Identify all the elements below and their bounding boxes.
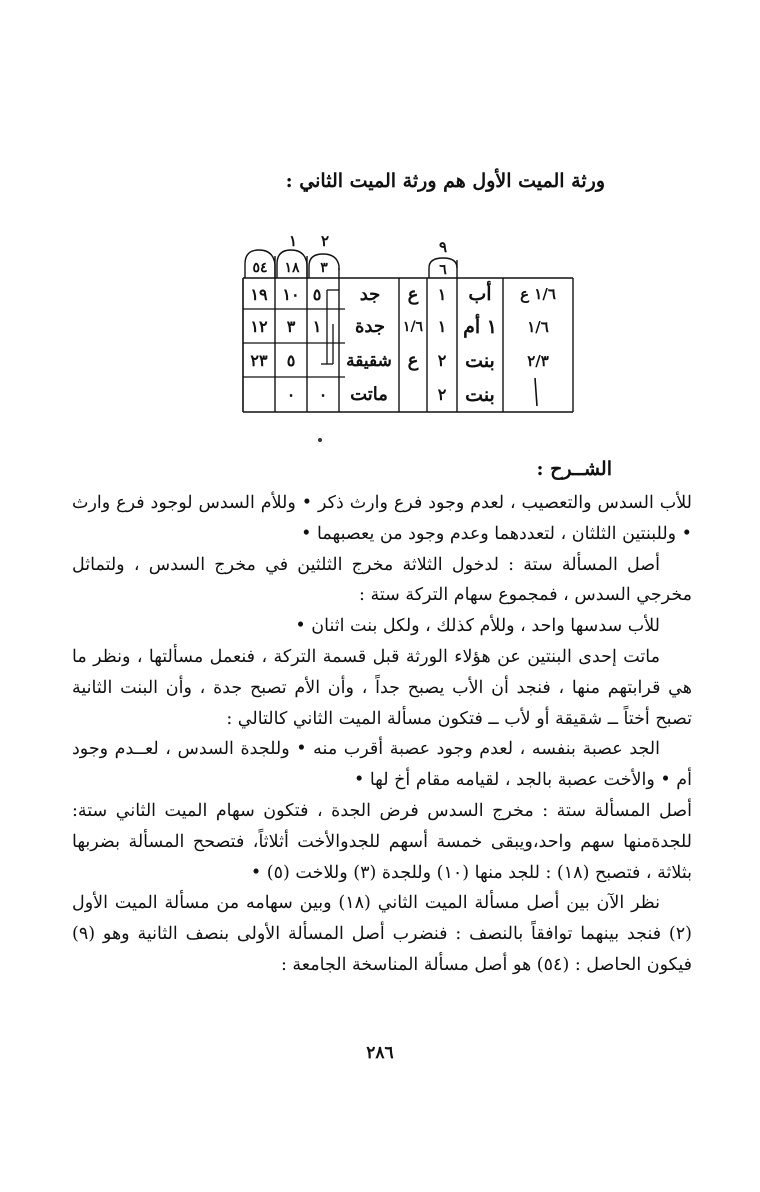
top-number-col-a: ١ [288,232,298,250]
paragraph: للأب سدسها واحد ، وللأم كذلك ، ولكل بنت اثنان • [295,616,660,637]
table-cell [503,379,573,411]
header-cell-col-f: ٦ [439,262,447,278]
top-number-col-f: ٩ [438,238,448,256]
decorative-dot [318,438,322,442]
table-cell: ع [407,350,419,371]
table-cell: ١/٦ ع [520,285,556,303]
paragraph: أصل المسألة ستة : لدخول الثلاثة مخرج الثلثين في مخرج السدس ، ولتماثل مخرجي السدس ، فمجموع سهام التركة ستة : [72,554,692,606]
table-cell: ٠ [318,385,328,404]
header-cell-col-c: ٣ [320,260,328,276]
top-number-col-b: ٢ [320,232,330,250]
inheritance-table [235,228,580,418]
table-cell: ١/٦ [527,317,549,336]
table-cell: جد [359,283,381,305]
table-heading: ورثة الميت الأول هم ورثة الميت الثاني : [285,170,605,192]
table-cell: ٢ [437,351,447,370]
paragraph: نظر الآن بين أصل مسألة الميت الثاني (١٨) وبين سهامه من مسألة الميت الأول (٢) فنجد بينهما توافقاً بالنصف : فنضرب أصل المسألة الأولى بنصف الثانية وهو (٩) فيكون الحاصل : (٥٤) هو أصل مسألة المناسخة الجامعة : [72,893,692,975]
header-cell-col-b: ١٨ [284,260,300,276]
table-cell: ٢٣ [250,351,268,370]
table-cell: ١ [437,317,447,336]
table-cell: ٥ [286,351,296,370]
table-cell: شقيقة [346,350,392,371]
table-cell: ١٢ [250,317,268,336]
table-cell: ٢/٣ [527,351,549,370]
table-cell: ١ [312,317,322,336]
paragraph: ماتت إحدى البنتين عن هؤلاء الورثة قبل قسمة التركة ، فنعمل مسألتها ، ونظر ما هي قرابتهم منها ، فنجد أن الأب يصبح جداً ، وأن الأم تصبح جدة ، وأن البنت الثانية تصبح أختاً ــ شقيقة أو لأب ــ فتكون مسألة الميت الثاني كالتالي : [72,646,692,729]
table-cell: أب [468,283,492,305]
table-cell: ٢ [437,385,447,404]
table-cell: ٥ [312,284,322,304]
table-cell: ١ [437,284,447,304]
table-cell: بنت [465,383,495,406]
table-cell: ٠ [286,385,296,404]
table-cell: ١ أم [463,315,497,338]
paragraph: للأب السدس والتعصيب ، لعدم وجود فرع وارث ذكر • وللأم السدس لوجود فرع وارث • وللبنتين الثلثان ، لتعددهما وعدم وجود من يعصبهما • [72,493,692,544]
table-cell: ١/٦ [402,319,424,335]
table-cell [399,379,427,411]
table-cell: ماتت [350,384,388,405]
paragraph: الجد عصبة بنفسه ، لعدم وجود عصبة أقرب منه • وللجدة السدس ، لعــدم وجود أم • والأخت عصبة بالجد ، لقيامه مقام أخ لها • [72,739,692,791]
table-cell: ١٠ [282,284,300,304]
table-cell: ع [407,283,419,305]
paragraph: أصل المسألة ستة : مخرج السدس فرض الجدة ، فتكون سهام الميت الثاني ستة: للجدةمنها سهم واحد،ويبقى خمسة أسهم للجدوالأخت أثلاثاً، فتصحح المسألة بضربها بثلاثة ، فتصبح (١٨) : للجد منها (١٠) وللجدة (٣) وللاخت (٥) • [72,800,692,883]
table-cell: ٣ [286,317,296,336]
explanation-text [72,488,692,981]
header-cell-col-a: ٥٤ [252,260,268,276]
table-cell: جدة [355,316,386,337]
page-number: ٢٨٦ [366,1043,394,1063]
table-cell: بنت [465,349,495,372]
table-cell [307,345,327,377]
section-title: الشــرح : [536,458,612,480]
table-cell: ١٩ [250,284,268,304]
table-cell [243,379,275,411]
